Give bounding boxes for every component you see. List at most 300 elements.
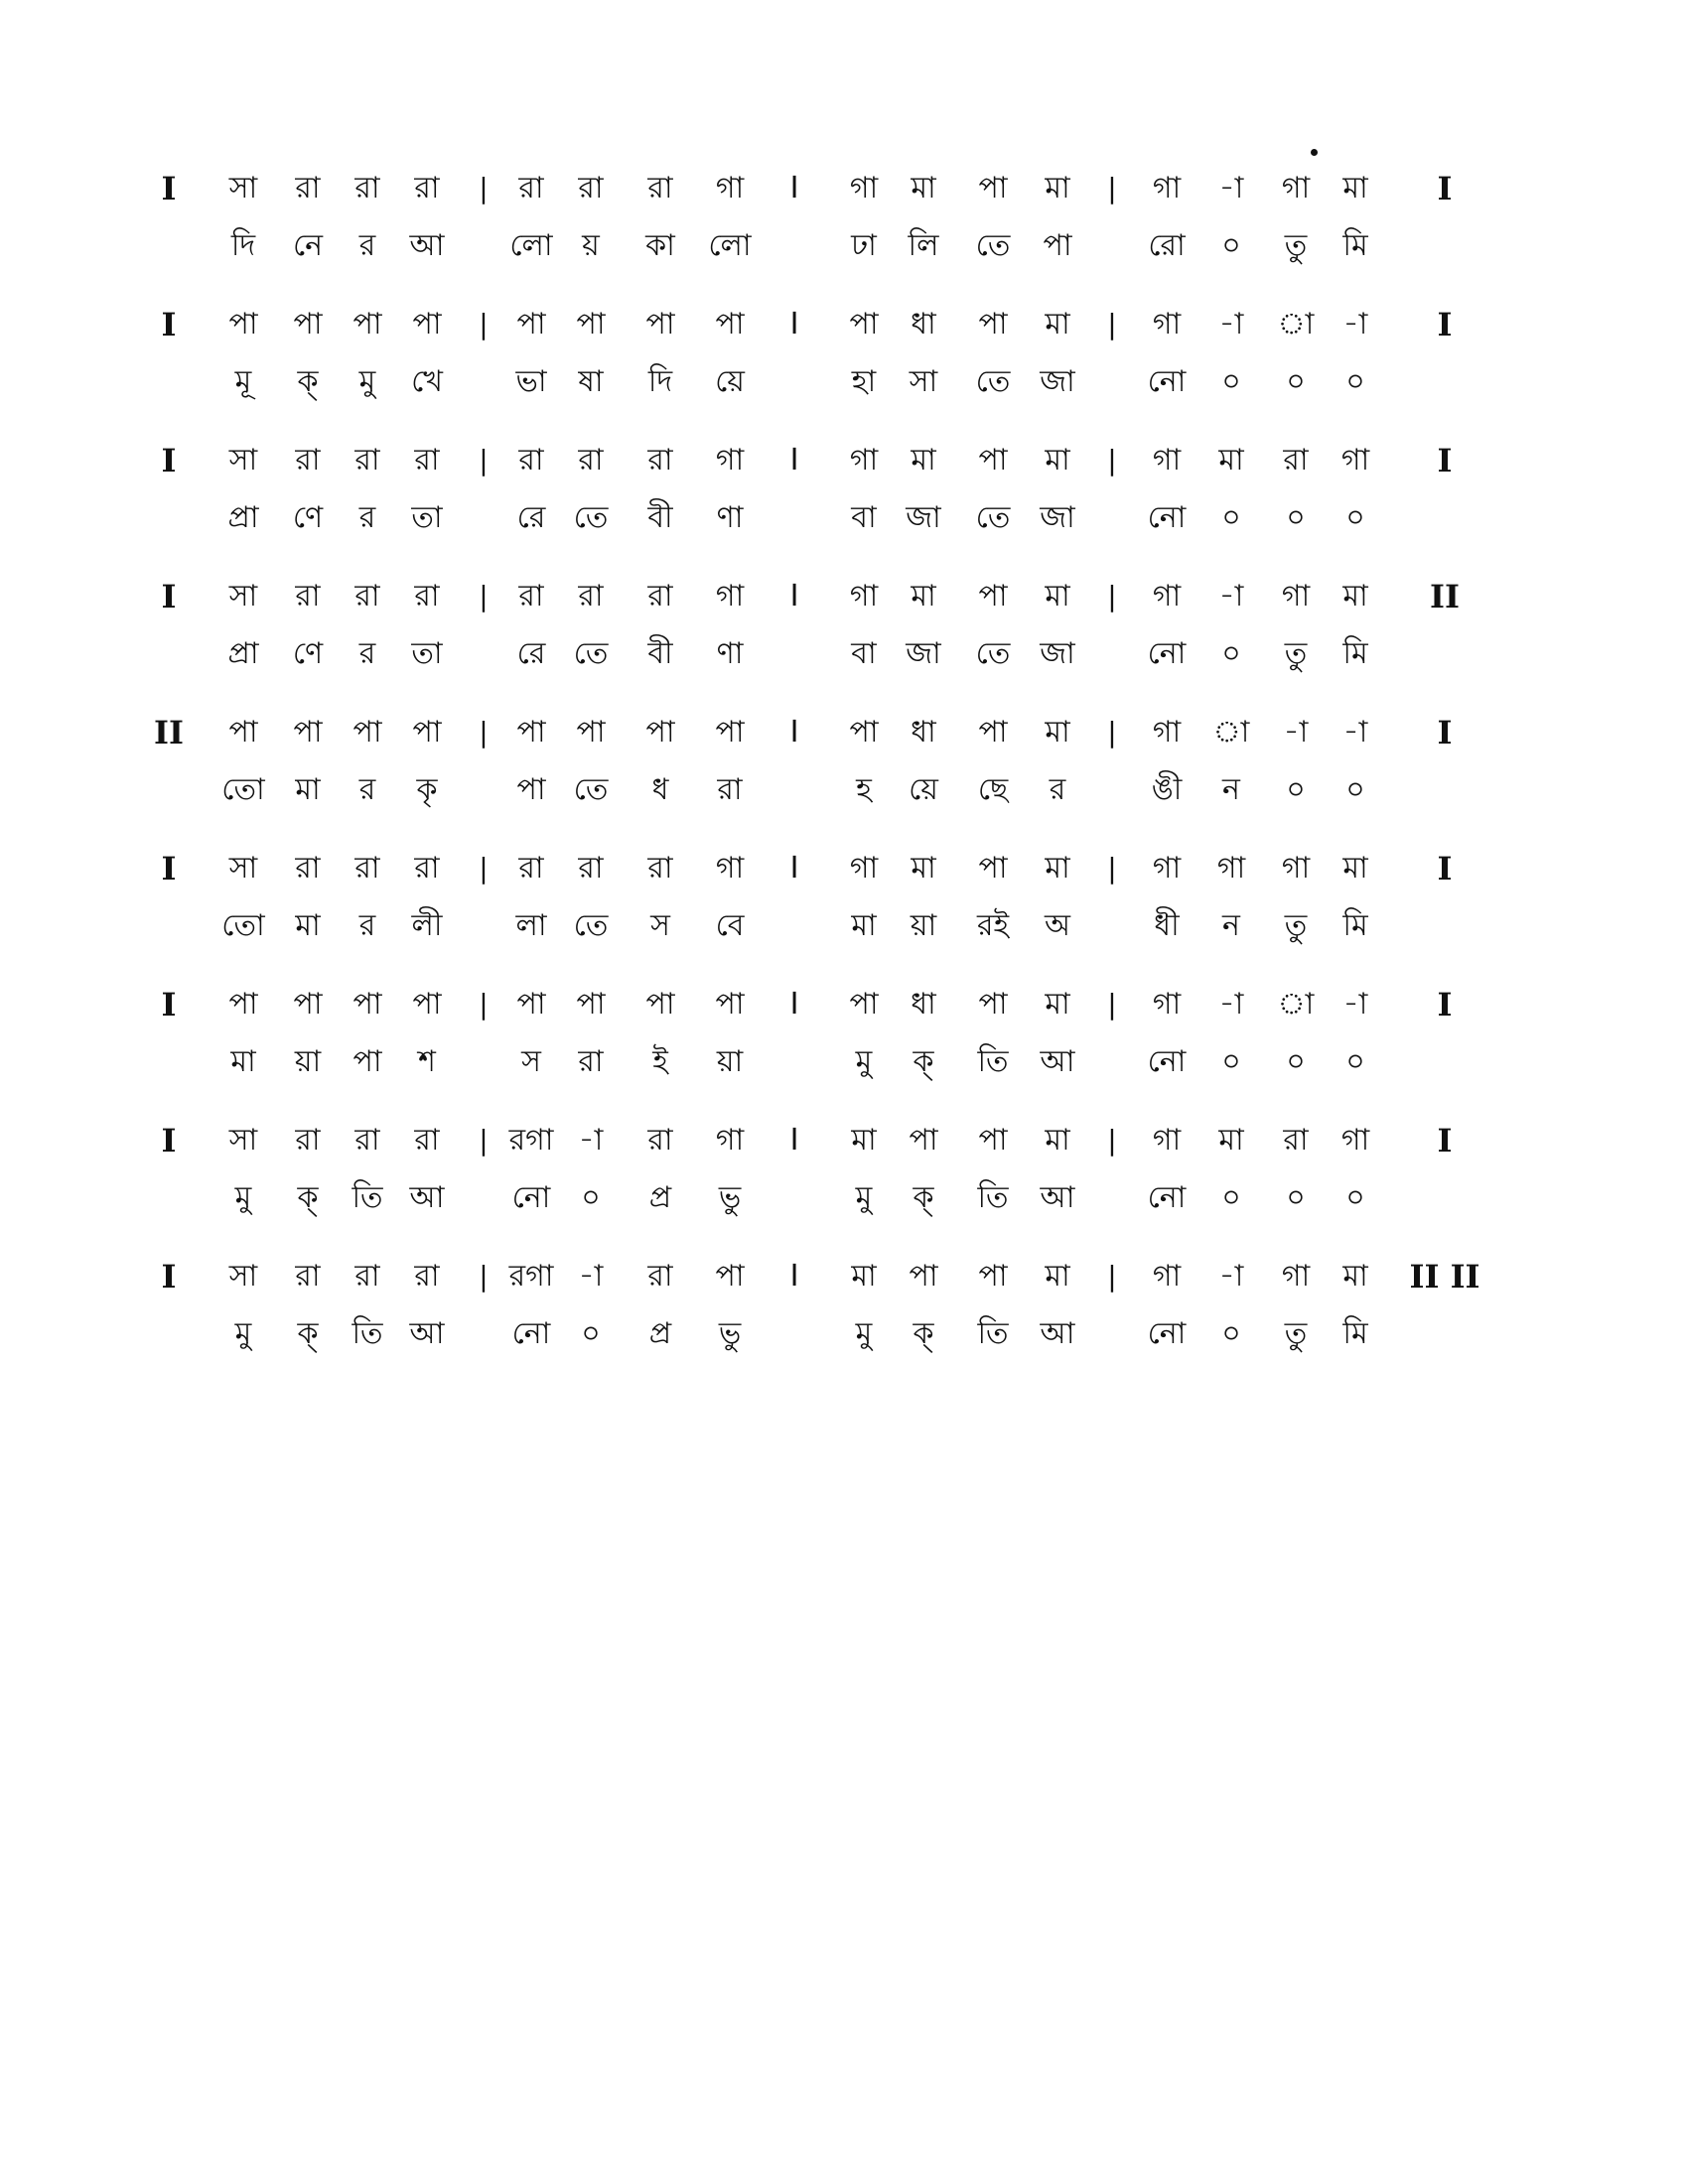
note-cell: গা: [1152, 715, 1182, 750]
lyric-cell: ষা: [578, 364, 604, 399]
note-cell: গা: [715, 579, 745, 614]
note-cell: রগা: [508, 1259, 554, 1294]
note-cell: পা: [293, 715, 323, 750]
note-cell: া: [1277, 307, 1315, 341]
lyric-cell: ০: [1345, 1044, 1365, 1079]
lyric-cell: মু: [358, 364, 376, 399]
lyric-cell: ০: [1345, 364, 1365, 399]
lyrics-row: [0, 1309, 1688, 1359]
lyric-cell: আ: [1040, 1044, 1075, 1079]
lyric-cell: ০: [1286, 500, 1306, 535]
note-cell: পা: [576, 987, 606, 1022]
lyric-cell: ধী: [1154, 908, 1180, 943]
note-cell: গা: [715, 1123, 745, 1158]
lyric-cell: লি: [908, 228, 939, 263]
lyric-cell: নো: [1147, 636, 1187, 671]
lyric-cell: তি: [352, 1316, 383, 1351]
note-cell: গা: [849, 851, 879, 886]
note-cell: পা: [715, 1259, 745, 1294]
lyric-cell: নো: [1147, 364, 1187, 399]
notation-system: [0, 1252, 1688, 1381]
note-cell: মা: [1045, 1259, 1070, 1294]
note-cell: রা: [518, 579, 544, 614]
bar-line: I: [161, 1258, 177, 1296]
note-cell: রা: [354, 579, 380, 614]
lyric-cell: পা: [352, 1044, 382, 1079]
note-cell: রা: [414, 1259, 440, 1294]
bar-line: |: [479, 1260, 489, 1293]
lyrics-row: [0, 493, 1688, 543]
note-cell: মা: [911, 171, 936, 205]
bar-line: I: [161, 170, 177, 207]
lyrics-row: [0, 357, 1688, 407]
lyric-cell: তে: [975, 364, 1011, 399]
lyric-cell: মু: [855, 1044, 873, 1079]
lyric-cell: বা: [851, 500, 877, 535]
note-cell: পা: [849, 307, 879, 341]
bar-line: II: [1430, 578, 1460, 615]
lyric-cell: রে: [516, 500, 546, 535]
note-cell: গা: [849, 579, 879, 614]
notation-system: [0, 708, 1688, 837]
swaralipi-row: [0, 708, 1688, 757]
note-cell: গা: [1152, 851, 1182, 886]
lyric-cell: ক্: [297, 1316, 319, 1351]
note-cell: মা: [1045, 1123, 1070, 1158]
note-cell: রা: [518, 171, 544, 205]
note-cell: পা: [978, 1259, 1008, 1294]
bar-line: I: [1437, 850, 1453, 887]
note-cell: রা: [354, 171, 380, 205]
lyric-cell: ণে: [292, 636, 324, 671]
note-cell: রা: [354, 851, 380, 886]
lyric-cell: য়ে: [909, 772, 938, 807]
lyric-cell: ভু: [718, 1316, 742, 1351]
bar-line: |: [1107, 852, 1117, 885]
lyrics-row: [0, 765, 1688, 815]
lyric-cell: রো: [1148, 228, 1186, 263]
lyric-cell: তো: [221, 772, 265, 807]
lyric-cell: জা: [1040, 364, 1075, 399]
bar-line: I: [161, 1122, 177, 1160]
lyric-cell: ০: [1345, 1180, 1365, 1215]
bar-line: I: [1437, 986, 1453, 1024]
note-cell: পা: [645, 307, 675, 341]
bar-line: I: [1437, 1122, 1453, 1160]
note-cell: রা: [295, 1259, 321, 1294]
note-cell: পা: [576, 307, 606, 341]
note-cell: মা: [1045, 307, 1070, 341]
lyric-cell: মূ: [234, 364, 252, 399]
lyrics-row: [0, 1037, 1688, 1087]
lyric-cell: আ: [409, 1180, 445, 1215]
notation-system: [0, 164, 1688, 293]
lyric-cell: রা: [717, 772, 743, 807]
lyric-cell: মা: [295, 772, 321, 807]
lyric-cell: য়: [582, 228, 600, 263]
lyric-cell: খে: [411, 364, 443, 399]
lyric-cell: কা: [645, 228, 675, 263]
note-cell: রা: [647, 1259, 673, 1294]
note-cell: রা: [354, 1123, 380, 1158]
note-cell: পা: [516, 307, 546, 341]
lyric-cell: শ: [418, 1044, 436, 1079]
lyric-cell: বী: [647, 636, 673, 671]
lyric-cell: মি: [1342, 636, 1368, 671]
lyric-cell: স: [650, 908, 670, 943]
bar-line: I: [161, 578, 177, 615]
bar-line: I: [1437, 442, 1453, 479]
note-cell: রা: [518, 443, 544, 478]
bar-line: I: [1437, 306, 1453, 343]
note-cell: পা: [228, 715, 258, 750]
swaralipi-row: [0, 164, 1688, 213]
lyric-cell: ০: [1221, 1044, 1241, 1079]
note-cell: রা: [295, 1123, 321, 1158]
bar-line: I: [789, 1259, 799, 1294]
bar-line: |: [479, 988, 489, 1021]
lyric-cell: বী: [647, 500, 673, 535]
note-cell: গা: [1281, 1259, 1311, 1294]
lyric-cell: দি: [230, 228, 256, 263]
note-cell: -া: [1342, 307, 1368, 341]
bar-line: |: [479, 580, 489, 613]
note-cell: মা: [1045, 579, 1070, 614]
lyric-cell: লা: [515, 908, 547, 943]
lyric-cell: নো: [1147, 1180, 1187, 1215]
lyric-cell: হ: [856, 772, 872, 807]
lyric-cell: তি: [977, 1044, 1009, 1079]
swaralipi-row: [0, 436, 1688, 485]
note-cell: রা: [354, 443, 380, 478]
note-cell: সা: [228, 1259, 258, 1294]
lyric-cell: প্রা: [227, 636, 259, 671]
note-cell: মা: [1045, 987, 1070, 1022]
bar-line: I: [161, 306, 177, 343]
note-cell: রা: [414, 1123, 440, 1158]
upper-octave-dot: [1311, 149, 1318, 156]
note-cell: সা: [228, 443, 258, 478]
lyric-cell: ০: [1345, 772, 1365, 807]
lyric-cell: ক্: [913, 1044, 934, 1079]
note-cell: পা: [293, 307, 323, 341]
notation-system: [0, 1116, 1688, 1245]
note-cell: পা: [978, 171, 1008, 205]
note-cell: রা: [647, 443, 673, 478]
note-cell: পা: [412, 987, 442, 1022]
note-cell: সা: [228, 851, 258, 886]
lyric-cell: কৃ: [416, 772, 438, 807]
note-cell: রা: [414, 851, 440, 886]
note-cell: পা: [228, 307, 258, 341]
note-cell: মা: [1342, 851, 1368, 886]
lyric-cell: নো: [1147, 500, 1187, 535]
bar-line: |: [1107, 308, 1117, 341]
notation-system: [0, 436, 1688, 565]
note-cell: -া: [1218, 307, 1244, 341]
lyric-cell: ধ: [651, 772, 669, 807]
bar-line: |: [1107, 716, 1117, 749]
note-cell: পা: [978, 579, 1008, 614]
lyric-cell: লী: [411, 908, 443, 943]
note-cell: রা: [518, 851, 544, 886]
lyric-cell: তো: [221, 908, 265, 943]
note-cell: পা: [516, 715, 546, 750]
lyric-cell: নো: [1147, 1044, 1187, 1079]
lyric-cell: ০: [1221, 228, 1241, 263]
note-cell: পা: [715, 715, 745, 750]
lyric-cell: তা: [411, 636, 443, 671]
note-cell: পা: [978, 851, 1008, 886]
note-cell: মা: [851, 1123, 877, 1158]
note-cell: পা: [715, 307, 745, 341]
lyric-cell: মু: [234, 1316, 252, 1351]
note-cell: পা: [978, 307, 1008, 341]
bar-line: |: [479, 172, 489, 205]
lyric-cell: র: [358, 908, 376, 943]
swaralipi-row: [0, 1116, 1688, 1165]
note-cell: -া: [1283, 715, 1309, 750]
lyric-cell: নে: [292, 228, 324, 263]
lyric-cell: ০: [1221, 636, 1241, 671]
note-cell: রা: [647, 579, 673, 614]
lyric-cell: তু: [1284, 908, 1308, 943]
note-cell: পা: [352, 987, 382, 1022]
lyric-cell: র: [358, 228, 376, 263]
note-cell: সা: [228, 579, 258, 614]
lyric-cell: ০: [1286, 1180, 1306, 1215]
lyric-cell: তে: [573, 500, 609, 535]
note-cell: -া: [578, 1259, 604, 1294]
lyric-cell: ণা: [716, 636, 744, 671]
lyric-cell: তে: [975, 500, 1011, 535]
lyric-cell: পা: [516, 772, 546, 807]
note-cell: পা: [978, 443, 1008, 478]
note-cell: গা: [1281, 579, 1311, 614]
lyrics-row: [0, 1173, 1688, 1223]
note-cell: রা: [295, 171, 321, 205]
lyric-cell: ০: [581, 1316, 601, 1351]
lyric-cell: তি: [352, 1180, 383, 1215]
lyric-cell: র: [358, 636, 376, 671]
lyric-cell: মি: [1342, 1316, 1368, 1351]
lyric-cell: য়া: [294, 1044, 322, 1079]
lyric-cell: তি: [977, 1180, 1009, 1215]
lyric-cell: তে: [975, 636, 1011, 671]
lyric-cell: ণা: [716, 500, 744, 535]
lyrics-row: [0, 221, 1688, 271]
note-cell: পা: [293, 987, 323, 1022]
note-cell: মা: [1045, 715, 1070, 750]
note-cell: পা: [576, 715, 606, 750]
lyric-cell: ০: [1286, 364, 1306, 399]
lyric-cell: প্র: [648, 1316, 672, 1351]
note-cell: পা: [352, 715, 382, 750]
lyric-cell: আ: [409, 228, 445, 263]
lyric-cell: ভা: [515, 364, 547, 399]
note-cell: রা: [414, 443, 440, 478]
note-cell: গা: [1152, 1123, 1182, 1158]
note-cell: -া: [578, 1123, 604, 1158]
lyric-cell: ঢা: [851, 228, 877, 263]
note-cell: রা: [647, 851, 673, 886]
note-cell: পা: [849, 987, 879, 1022]
note-cell: ধা: [911, 307, 936, 341]
note-cell: সা: [228, 171, 258, 205]
lyric-cell: রা: [578, 1044, 604, 1079]
note-cell: রা: [414, 579, 440, 614]
bar-line: I: [789, 307, 799, 341]
note-cell: মা: [1045, 171, 1070, 205]
note-cell: -া: [1342, 987, 1368, 1022]
note-cell: গা: [715, 171, 745, 205]
lyric-cell: মু: [855, 1316, 873, 1351]
note-cell: রা: [295, 851, 321, 886]
bar-line: I: [1437, 170, 1453, 207]
note-cell: রা: [647, 1123, 673, 1158]
swaralipi-row: [0, 844, 1688, 893]
bar-line: I: [1437, 714, 1453, 751]
lyric-cell: সা: [909, 364, 938, 399]
lyric-cell: স: [521, 1044, 541, 1079]
lyric-cell: হা: [851, 364, 877, 399]
swaralipi-row: [0, 572, 1688, 621]
note-cell: মা: [1342, 171, 1368, 205]
note-cell: া: [1277, 987, 1315, 1022]
lyric-cell: ক্: [297, 1180, 319, 1215]
note-cell: রা: [578, 579, 604, 614]
note-cell: গা: [1281, 171, 1311, 205]
note-cell: গা: [1216, 851, 1246, 886]
lyric-cell: প্র: [648, 1180, 672, 1215]
lyric-cell: ণে: [292, 500, 324, 535]
note-cell: পা: [412, 715, 442, 750]
note-cell: রা: [647, 171, 673, 205]
lyric-cell: য়া: [716, 1044, 744, 1079]
bar-line: |: [1107, 1260, 1117, 1293]
lyric-cell: ভু: [718, 1180, 742, 1215]
lyric-cell: দি: [647, 364, 673, 399]
lyrics-row: [0, 629, 1688, 679]
note-cell: রা: [295, 443, 321, 478]
swaralipi-row: [0, 980, 1688, 1029]
lyric-cell: ০: [1345, 500, 1365, 535]
lyric-cell: মি: [1342, 228, 1368, 263]
note-cell: রা: [1283, 1123, 1309, 1158]
lyric-cell: জা: [906, 500, 941, 535]
lyric-cell: ০: [1286, 1044, 1306, 1079]
note-cell: মা: [1218, 443, 1244, 478]
note-cell: গা: [1152, 171, 1182, 205]
note-cell: পা: [978, 1123, 1008, 1158]
swaralipi-row: [0, 1252, 1688, 1301]
lyric-cell: রই: [976, 908, 1010, 943]
note-cell: রা: [578, 443, 604, 478]
bar-line: I: [161, 986, 177, 1024]
note-cell: গা: [1152, 987, 1182, 1022]
lyric-cell: পা: [1043, 228, 1072, 263]
lyric-cell: জা: [1040, 636, 1075, 671]
lyric-cell: র: [1049, 772, 1066, 807]
bar-line: |: [1107, 172, 1117, 205]
lyric-cell: ক্: [297, 364, 319, 399]
lyric-cell: মু: [234, 1180, 252, 1215]
note-cell: মা: [1045, 851, 1070, 886]
lyric-cell: ক্: [913, 1180, 934, 1215]
lyric-cell: মু: [855, 1180, 873, 1215]
lyric-cell: বা: [851, 636, 877, 671]
note-cell: পা: [516, 987, 546, 1022]
note-cell: পা: [715, 987, 745, 1022]
note-cell: পা: [849, 715, 879, 750]
lyric-cell: তে: [573, 772, 609, 807]
note-cell: গা: [1152, 443, 1182, 478]
bar-line: |: [479, 852, 489, 885]
note-cell: গা: [715, 443, 745, 478]
note-cell: গা: [1281, 851, 1311, 886]
bar-line: |: [1107, 1124, 1117, 1157]
notation-system: [0, 980, 1688, 1109]
bar-line: II: [154, 714, 184, 751]
bar-line: I: [789, 715, 799, 750]
note-cell: গা: [715, 851, 745, 886]
lyric-cell: নো: [1147, 1316, 1187, 1351]
notation-system: [0, 300, 1688, 429]
note-cell: পা: [352, 307, 382, 341]
lyric-cell: ০: [1221, 1316, 1241, 1351]
lyric-cell: অ: [1045, 908, 1070, 943]
lyric-cell: মি: [1342, 908, 1368, 943]
note-cell: গা: [849, 171, 879, 205]
lyric-cell: ০: [581, 1180, 601, 1215]
note-cell: গা: [1152, 1259, 1182, 1294]
note-cell: মা: [1218, 1123, 1244, 1158]
lyrics-row: [0, 901, 1688, 951]
notation-system: [0, 572, 1688, 701]
swaralipi-row: [0, 300, 1688, 349]
bar-line: |: [1107, 580, 1117, 613]
note-cell: পা: [978, 987, 1008, 1022]
note-cell: মা: [1342, 579, 1368, 614]
note-cell: -া: [1218, 987, 1244, 1022]
note-cell: রা: [578, 851, 604, 886]
lyric-cell: ন: [1222, 772, 1240, 807]
lyric-cell: আ: [409, 1316, 445, 1351]
note-cell: পা: [412, 307, 442, 341]
lyric-cell: জা: [906, 636, 941, 671]
bar-line: |: [479, 716, 489, 749]
bar-line: I: [789, 1123, 799, 1158]
note-cell: মা: [1045, 443, 1070, 478]
bar-line: |: [479, 308, 489, 341]
bar-line: |: [1107, 444, 1117, 477]
lyric-cell: র: [358, 772, 376, 807]
lyric-cell: ০: [1221, 500, 1241, 535]
bar-line: II II: [1409, 1258, 1480, 1296]
lyric-cell: ন: [1222, 908, 1240, 943]
bar-line: |: [479, 1124, 489, 1157]
note-cell: রা: [354, 1259, 380, 1294]
lyric-cell: প্রা: [227, 500, 259, 535]
lyric-cell: তে: [573, 636, 609, 671]
lyric-cell: য়া: [910, 908, 937, 943]
bar-line: |: [479, 444, 489, 477]
lyric-cell: য়ে: [715, 364, 745, 399]
lyric-cell: ০: [1221, 1180, 1241, 1215]
lyric-cell: জা: [1040, 500, 1075, 535]
bar-line: I: [789, 443, 799, 478]
lyric-cell: তে: [573, 908, 609, 943]
